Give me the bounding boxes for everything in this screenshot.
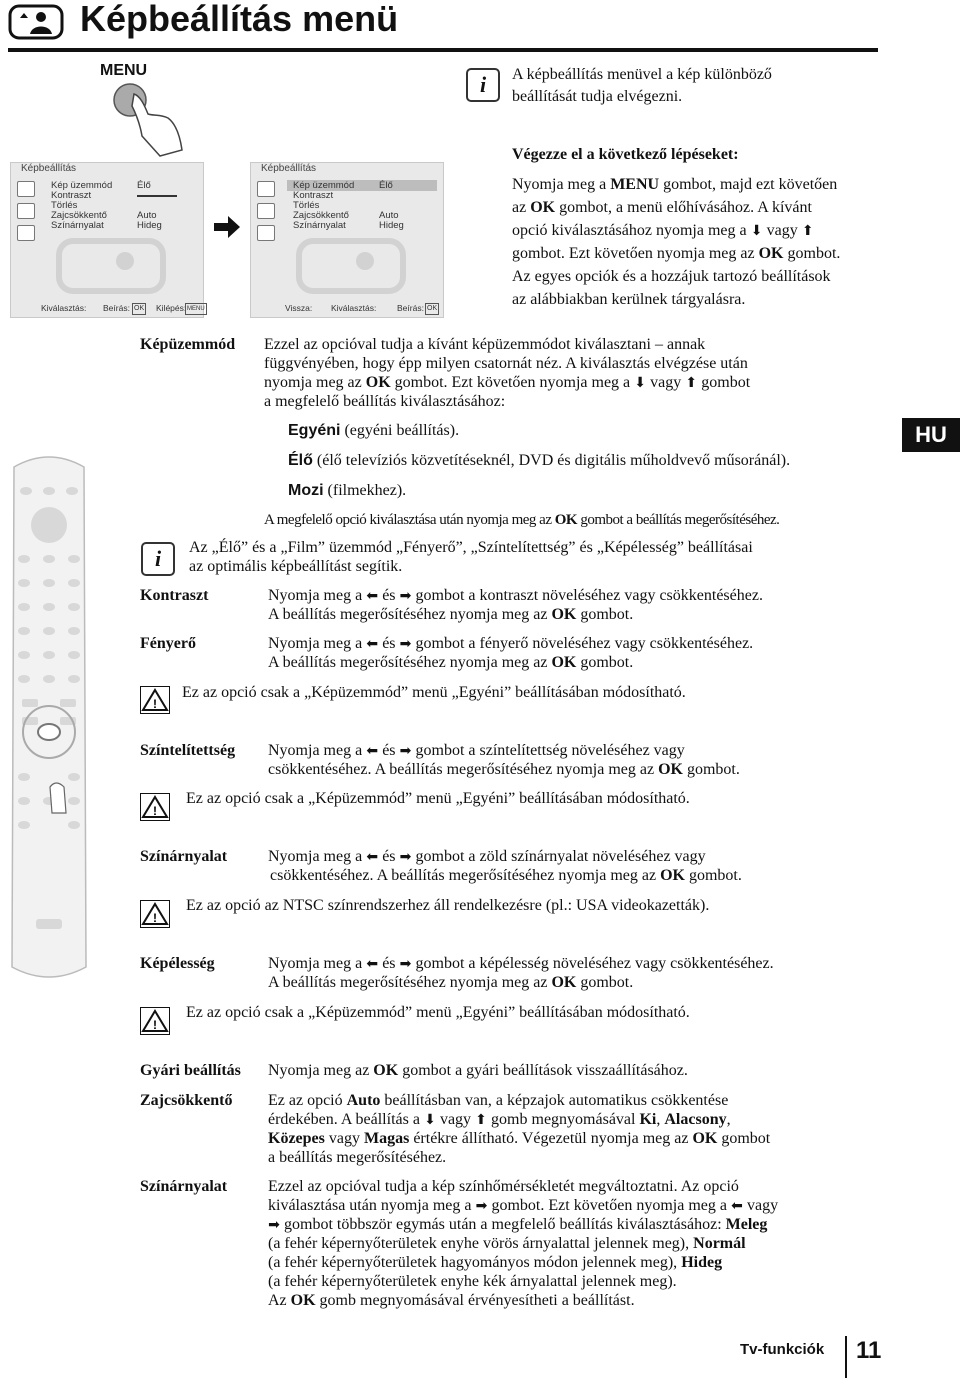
- zajcsokkento-line-1: Ez az opció Auto beállításban van, a képzajok automatikus csökkentése: [268, 1092, 729, 1109]
- footer-enter: Beírás:: [397, 303, 424, 313]
- szinarnyalat2-line-4: (a fehér képernyőterületek enyhe vörös árnyalattal jelennek meg), Normál: [268, 1235, 746, 1252]
- item-kontraszt: Kontraszt: [51, 190, 92, 201]
- warning-icon: [140, 1007, 170, 1035]
- left-arrow-icon: ⬅: [366, 588, 379, 604]
- warning-icon: [140, 900, 170, 928]
- kepuzemmod-line-3: nyomja meg az OK gombot. Ezt követően nyomja meg a ⬇ vagy ⬆ gombot: [264, 374, 751, 391]
- fenyero-line-1: Nyomja meg a ⬅ és ➡ gombot a fényerő növeléséhez vagy csökkentéséhez.: [268, 635, 754, 652]
- item-torles: Törlés: [293, 200, 320, 211]
- picture-icon: [257, 181, 275, 197]
- label-gyari-beallitas: Gyári beállítás: [140, 1062, 241, 1079]
- item-kep-uzemmod: Kép üzemmód: [293, 180, 355, 191]
- hand-pressing-button-icon: [100, 80, 190, 160]
- right-arrow-icon: ➡: [475, 1198, 488, 1214]
- footer-exit: Kilépés:: [156, 303, 187, 313]
- picture-menu-icon: [8, 4, 64, 40]
- szinarnyalat-warning: Ez az opció az NTSC színrendszerhez áll rendelkezésre (pl.: USA videokazetták).: [186, 897, 710, 914]
- footer-select: Kiválasztás:: [41, 303, 87, 313]
- szintelitettseg-line-2: csökkentéséhez. A beállítás megerősítéséhez nyomja meg az OK gombot.: [268, 761, 740, 778]
- szinarnyalat-line-1: Nyomja meg a ⬅ és ➡ gombot a zöld színárnyalat növeléséhez vagy: [268, 848, 706, 865]
- item-szinarnyalat: Színárnyalat: [51, 220, 104, 231]
- setup-icon: [17, 225, 35, 241]
- szinarnyalat2-line-1: Ezzel az opcióval tudja a kép színhőmérsékletét megváltoztatni. Az opció: [268, 1178, 739, 1195]
- szinarnyalat2-line-6: (a fehér képernyőterületek enyhe kék árnyalattal jelennek meg).: [268, 1273, 677, 1290]
- right-arrow-icon: ➡: [399, 956, 412, 972]
- menu-screen-1: [10, 162, 204, 318]
- label-kontraszt: Kontraszt: [140, 587, 209, 604]
- szinarnyalat2-line-5: (a fehér képernyőterületek hagyományos módon jelennek meg), Hideg: [268, 1254, 723, 1271]
- kepelesseg-warning: Ez az opció csak a „Képüzemmód” menü „Egyéni” beállításában módosítható.: [186, 1004, 690, 1021]
- footer-section: Tv-funkciók: [740, 1341, 825, 1358]
- right-arrow-icon: ➡: [399, 849, 412, 865]
- label-szinarnyalat-2: Színárnyalat: [140, 1178, 228, 1195]
- up-arrow-icon: ⬆: [685, 375, 698, 391]
- kepuzemmod-line-4: a megfelelő beállítás kiválasztásához:: [264, 393, 506, 410]
- szintelitettseg-line-1: Nyomja meg a ⬅ és ➡ gombot a színtelítettség növeléséhez vagy: [268, 742, 685, 759]
- item-zajcsokkento: Zajcsökkentő: [51, 210, 107, 221]
- footer-back: Vissza:: [285, 303, 313, 313]
- value-auto: Auto: [137, 210, 157, 221]
- item-zajcsokkento: Zajcsökkentő: [293, 210, 349, 221]
- item-szinarnyalat: Színárnyalat: [293, 220, 346, 231]
- footer-enter: Beírás:: [103, 303, 130, 313]
- info-icon: i: [141, 542, 175, 576]
- menu-screen-2: [250, 162, 444, 318]
- kepuzemmod-line-2: függvényében, hogy épp milyen csatornát néz. A kiválasztás elvégzése után: [264, 355, 748, 372]
- item-kep-uzemmod: Kép üzemmód: [51, 180, 113, 191]
- watermark-tv-icon: [295, 237, 407, 295]
- steps-line-6: az alábbiakban kerülnek tárgyalásra.: [512, 291, 746, 308]
- zajcsokkento-line-4: a beállítás megerősítéséhez.: [268, 1149, 447, 1166]
- kepelesseg-line-2: A beállítás megerősítéséhez nyomja meg az OK gombot.: [268, 974, 634, 991]
- value-hideg: Hideg: [137, 220, 162, 231]
- footer-divider: [845, 1336, 847, 1378]
- value-hideg: Hideg: [379, 220, 404, 231]
- footer-ok-key: OK: [132, 303, 146, 315]
- page-title: Képbeállítás menü: [80, 0, 399, 39]
- left-arrow-icon: ⬅: [731, 1198, 743, 1214]
- right-arrow-icon: ➡: [399, 636, 412, 652]
- option-elo: Élő (élő televíziós közvetítéseknél, DVD és digitális műholdvevő műsoránál).: [288, 452, 791, 469]
- steps-line-1: Nyomja meg a MENU gombot, majd ezt követően: [512, 176, 838, 193]
- kontraszt-line-2: A beállítás megerősítéséhez nyomja meg az OK gombot.: [268, 606, 634, 623]
- label-zajcsokkento: Zajcsökkentő: [140, 1092, 233, 1109]
- intro-line-2: beállítását tudja elvégezni.: [512, 88, 683, 105]
- remote-control-icon: [6, 447, 92, 987]
- language-tab: HU: [902, 418, 960, 452]
- label-szintelitettseg: Színtelítettség: [140, 742, 236, 759]
- kepuzemmod-note-1: Az „Élő” és a „Film” üzemmód „Fényerő”, „Színtelítettség” és „Képélesség” beállításai: [189, 539, 753, 556]
- left-arrow-icon: ⬅: [366, 956, 379, 972]
- steps-heading: Végezze el a következő lépéseket:: [512, 146, 739, 163]
- svg-text:!: !: [153, 1018, 157, 1032]
- item-torles: Törlés: [51, 200, 78, 211]
- footer-menu-key: MENU: [185, 303, 207, 315]
- footer-ok-key: OK: [425, 303, 439, 315]
- down-arrow-icon: ⬇: [750, 223, 763, 239]
- label-szinarnyalat: Színárnyalat: [140, 848, 228, 865]
- szinarnyalat2-line-7: Az OK gomb megnyomásával érvényesítheti a beállítást.: [268, 1292, 635, 1309]
- svg-text:!: !: [153, 697, 157, 711]
- watermark-tv-icon: [55, 237, 167, 295]
- setup-icon: [257, 225, 275, 241]
- item-kontraszt: Kontraszt: [293, 190, 334, 201]
- right-arrow-icon: ➡: [399, 588, 412, 604]
- kepelesseg-line-1: Nyomja meg a ⬅ és ➡ gombot a képélesség növeléséhez vagy csökkentéséhez.: [268, 955, 774, 972]
- value-bar: [137, 195, 177, 197]
- footer-select: Kiválasztás:: [331, 303, 377, 313]
- svg-text:!: !: [153, 911, 157, 925]
- label-fenyero: Fényerő: [140, 635, 196, 652]
- fenyero-warning: Ez az opció csak a „Képüzemmód” menü „Egyéni” beállításában módosítható.: [182, 684, 686, 701]
- kepuzemmod-line-1: Ezzel az opcióval tudja a kívánt képüzemmódot kiválasztani – annak: [264, 336, 706, 353]
- kepuzemmod-confirm: A megfelelő opció kiválasztása után nyomja meg az OK gombot a beállítás megerősítéséhez.: [264, 512, 780, 528]
- kontraszt-line-1: Nyomja meg a ⬅ és ➡ gombot a kontraszt növeléséhez vagy csökkentéséhez.: [268, 587, 763, 604]
- warning-icon: [140, 686, 170, 714]
- picture-icon: [17, 181, 35, 197]
- left-arrow-icon: ⬅: [366, 849, 379, 865]
- value-elo: Élő: [137, 180, 151, 191]
- sound-icon: [17, 203, 35, 219]
- screen-title: Képbeállítás: [21, 163, 77, 174]
- left-arrow-icon: ⬅: [366, 636, 379, 652]
- value-auto: Auto: [379, 210, 399, 221]
- fenyero-line-2: A beállítás megerősítéséhez nyomja meg az OK gombot.: [268, 654, 634, 671]
- kepuzemmod-note-2: az optimális képbeállítást segítik.: [189, 558, 403, 575]
- menu-button-label: MENU: [100, 62, 148, 79]
- down-arrow-icon: ⬇: [424, 1112, 436, 1128]
- page-number: 11: [856, 1337, 882, 1364]
- warning-icon: [140, 793, 170, 821]
- up-arrow-icon: ⬆: [801, 223, 814, 239]
- szinarnyalat2-line-3: ➡ gombot többször egymás után a megfelelő beállítás kiválasztásához: Meleg: [268, 1216, 768, 1233]
- szinarnyalat2-line-2: kiválasztása után nyomja meg a ➡ gombot. Ezt követően nyomja meg a ⬅ vagy: [268, 1197, 779, 1214]
- down-arrow-icon: ⬇: [634, 375, 646, 391]
- zajcsokkento-line-2: érdekében. A beállítás a ⬇ vagy ⬆ gomb megnyomásával Ki, Alacsony,: [268, 1111, 731, 1128]
- right-arrow-icon: ➡: [399, 743, 412, 759]
- info-icon: i: [466, 68, 500, 102]
- option-egyeni: Egyéni (egyéni beállítás).: [288, 422, 460, 439]
- steps-line-2: az OK gombot, a menü előhívásához. A kívánt: [512, 199, 812, 216]
- left-arrow-icon: ⬅: [366, 743, 379, 759]
- screen-title: Képbeállítás: [261, 163, 317, 174]
- option-mozi: Mozi (filmekhez).: [288, 482, 407, 499]
- up-arrow-icon: ⬆: [475, 1112, 487, 1128]
- zajcsokkento-line-3: Közepes vagy Magas értékre állítható. Végezetül nyomja meg az OK gombot: [268, 1130, 771, 1147]
- label-kepelesseg: Képélesség: [140, 955, 215, 972]
- svg-text:!: !: [153, 804, 157, 818]
- szintelitettseg-warning: Ez az opció csak a „Képüzemmód” menü „Egyéni” beállításában módosítható.: [186, 790, 690, 807]
- sound-icon: [257, 203, 275, 219]
- label-kepuzemmod: Képüzemmód: [140, 336, 236, 353]
- right-arrow-icon: ➡: [268, 1217, 280, 1233]
- intro-line-1: A képbeállítás menüvel a kép különböző: [512, 66, 772, 83]
- steps-line-3: opció kiválasztásához nyomja meg a ⬇ vagy ⬆: [512, 222, 814, 239]
- steps-line-4: gombot. Ezt követően nyomja meg az OK gombot.: [512, 245, 841, 262]
- gyari-line-1: Nyomja meg az OK gombot a gyári beállítások visszaállításához.: [268, 1062, 688, 1079]
- szinarnyalat-line-2: csökkentéséhez. A beállítás megerősítéséhez nyomja meg az OK gombot.: [270, 867, 742, 884]
- value-elo: Élő: [379, 180, 393, 191]
- steps-line-5: Az egyes opciók és a hozzájuk tartozó beállítások: [512, 268, 831, 285]
- right-arrow-icon: [214, 216, 240, 238]
